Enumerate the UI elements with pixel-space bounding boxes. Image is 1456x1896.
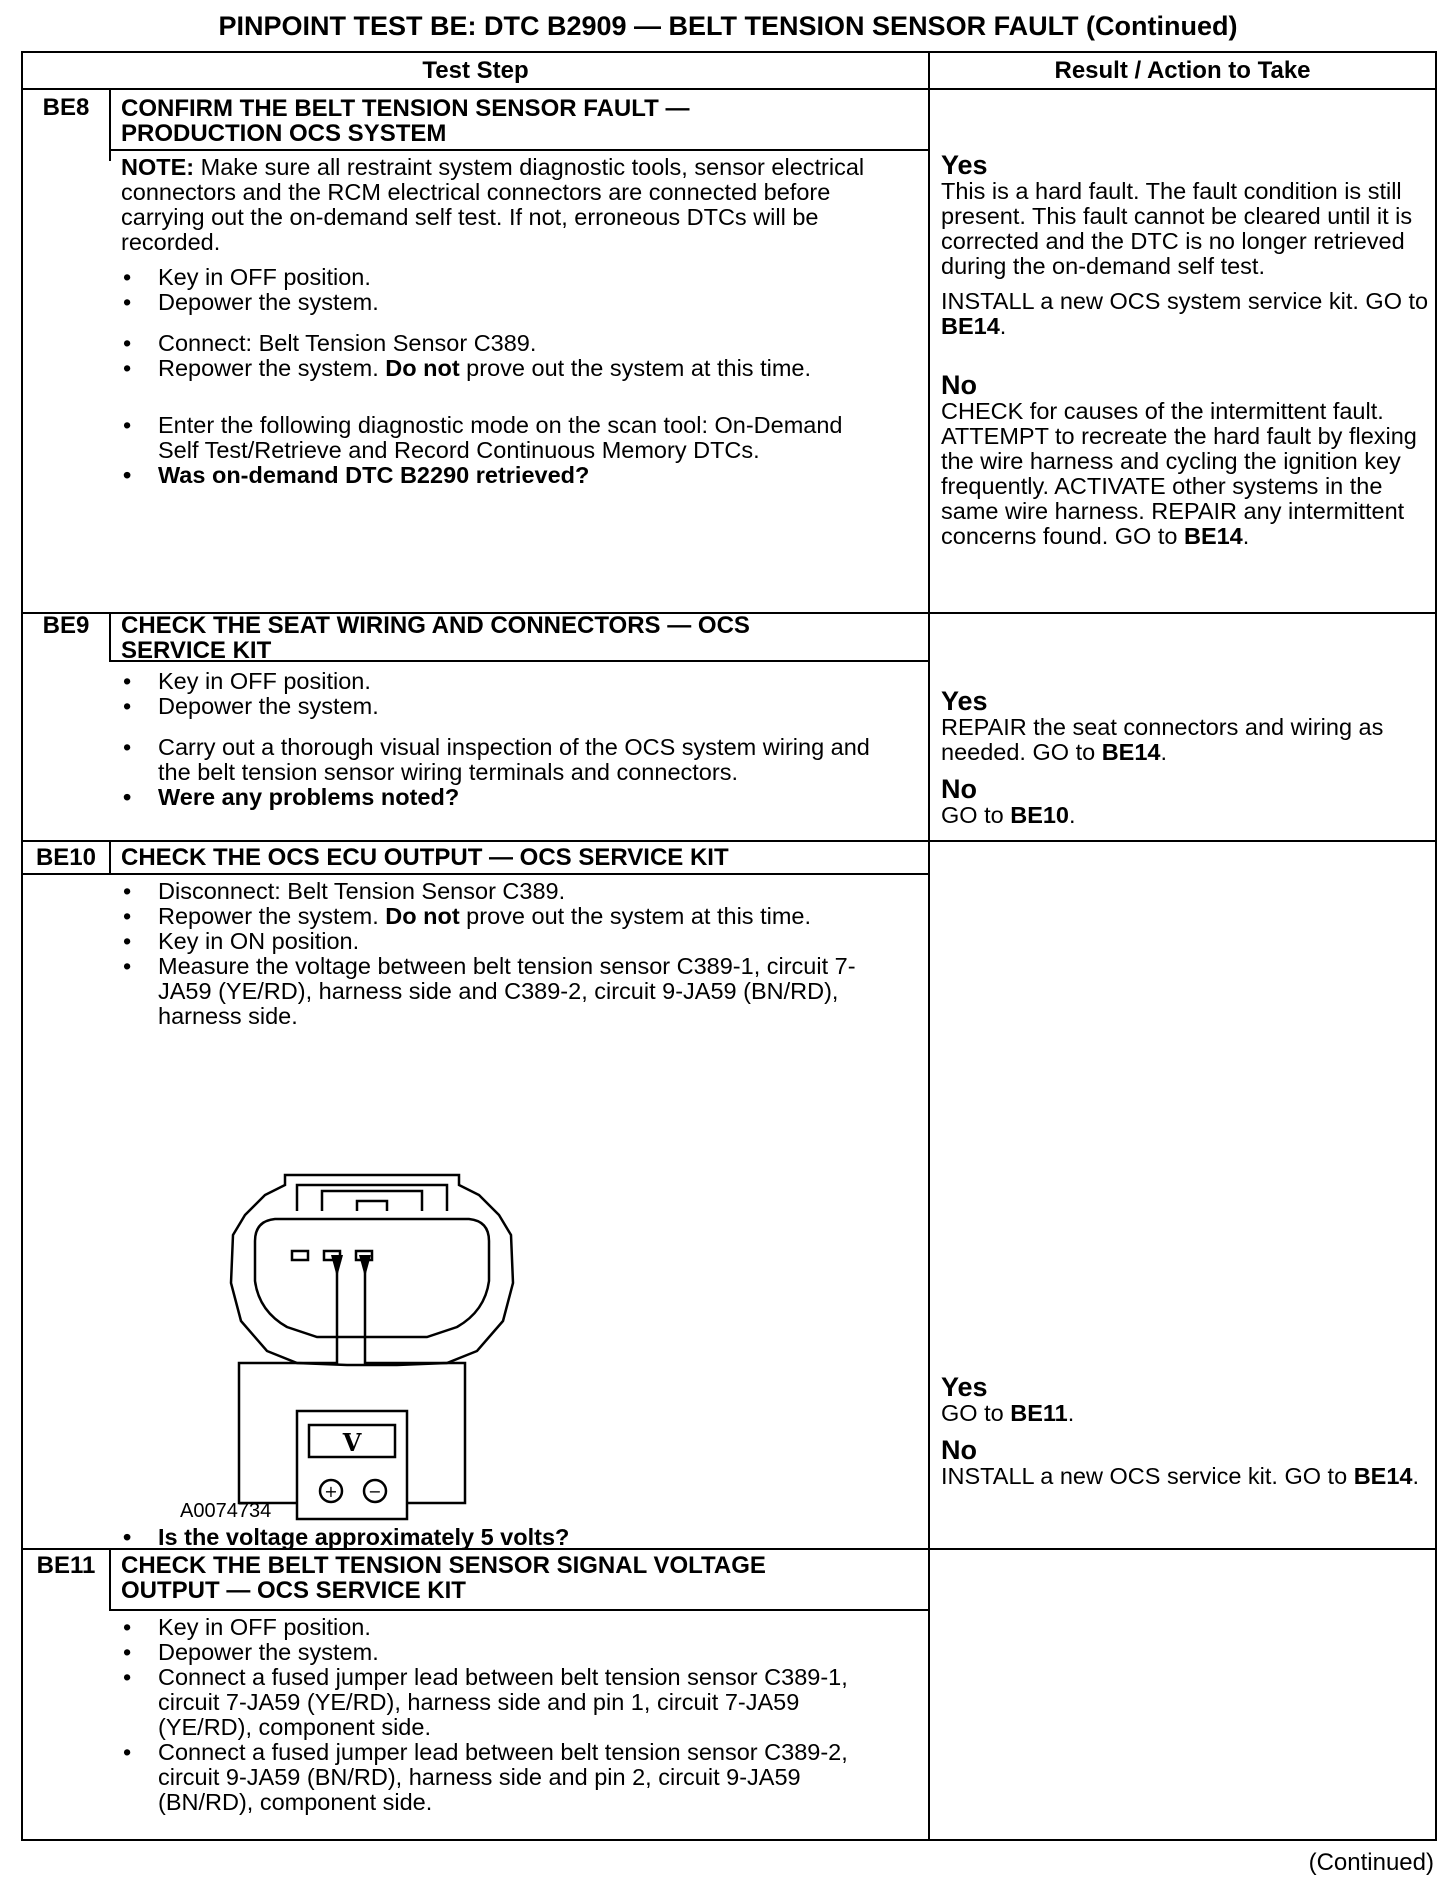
- step-body: [121, 879, 906, 1029]
- title-underline: [23, 873, 928, 875]
- meter-lead: [365, 1265, 465, 1503]
- step-body: [121, 669, 901, 810]
- no-text: CHECK for causes of the intermittent fault. ATTEMPT to recreate the hard fault by flexing the wire harness and cycling the ignition key frequently. ACTIVATE other systems in the same wire harness. REPAIR any intermittent concerns found. GO to BE14.: [941, 398, 1417, 549]
- question: • Were any problems noted?: [121, 785, 901, 810]
- yes-text: GO to BE11.: [941, 1400, 1075, 1426]
- yes-label: Yes: [941, 1372, 988, 1402]
- list-item: • Measure the voltage between belt tension sensor C389-1, circuit 7-JA59 (YE/RD), harness side and C389-2, circuit 9-JA59 (BN/RD), harness side.: [121, 954, 906, 1029]
- list-item: • Key in OFF position.: [121, 1615, 881, 1640]
- id-divider: [109, 1548, 111, 1610]
- list-item: • Key in OFF position.: [121, 265, 881, 290]
- no-label: No: [941, 370, 977, 400]
- minus-sign: −: [368, 1482, 382, 1501]
- voltmeter-symbol: V: [342, 1428, 362, 1457]
- yes-label: Yes: [941, 150, 988, 180]
- step-body: [121, 1615, 881, 1815]
- connector-latch: [297, 1185, 447, 1211]
- step-id: BE11: [36, 1552, 96, 1579]
- connector-latch-tab: [357, 1201, 387, 1211]
- connector-voltage-diagram: [147, 1163, 607, 1523]
- step-body: [121, 1525, 921, 1550]
- title-underline: [109, 149, 928, 151]
- step-id: BE9: [42, 612, 90, 639]
- list-item: • Repower the system. Do not prove out the system at this time.: [121, 356, 881, 381]
- question: • Was on-demand DTC B2290 retrieved?: [121, 463, 881, 488]
- page-title: PINPOINT TEST BE: DTC B2909 — BELT TENSION SENSOR FAULT (Continued): [218, 11, 1238, 41]
- question: • Is the voltage approximately 5 volts?: [121, 1525, 921, 1550]
- no-text: GO to BE10.: [941, 802, 1076, 828]
- list-item: • Repower the system. Do not prove out the system at this time.: [121, 904, 906, 929]
- probe-tip: [359, 1255, 371, 1277]
- probe-tip: [331, 1255, 343, 1277]
- list-item: • Depower the system.: [121, 290, 881, 315]
- yes-text: This is a hard fault. The fault condition is still present. This fault cannot be cleared until it is corrected and the DTC is no longer retrieved during the on-demand self test.: [941, 178, 1413, 279]
- step-title: CHECK THE OCS ECU OUTPUT — OCS SERVICE KIT: [121, 844, 729, 871]
- list-item: • Enter the following diagnostic mode on the scan tool: On-Demand Self Test/Retrieve and Record Continuous Memory DTCs.: [121, 413, 881, 463]
- step-result: [941, 1373, 1429, 1489]
- meter-lead: [239, 1265, 337, 1503]
- list-item: • Connect: Belt Tension Sensor C389.: [121, 331, 881, 356]
- plus-sign: +: [324, 1482, 338, 1501]
- step-title: CHECK THE SEAT WIRING AND CONNECTORS — OCS SERVICE KIT: [121, 612, 750, 664]
- yes-text: REPAIR the seat connectors and wiring as needed. GO to BE14.: [941, 714, 1384, 765]
- note: NOTE: Make sure all restraint system diagnostic tools, sensor electrical connectors and the RCM electrical connectors are connected before carrying out the on-demand self test. If not, erroneous DTCs will be recorded.: [121, 154, 865, 255]
- yes-label: Yes: [941, 686, 988, 716]
- no-text: INSTALL a new OCS service kit. GO to BE14.: [941, 1463, 1420, 1489]
- column-header-result: Result / Action to Take: [1054, 57, 1311, 84]
- step-id: BE8: [42, 94, 90, 121]
- figure-id: A0074734: [180, 1500, 272, 1522]
- test-table: [21, 51, 1437, 1841]
- column-header-step: Test Step: [422, 57, 529, 84]
- id-divider: [109, 613, 111, 661]
- list-item: • Depower the system.: [121, 1640, 881, 1665]
- step-title: CONFIRM THE BELT TENSION SENSOR FAULT — PRODUCTION OCS SYSTEM: [121, 95, 690, 147]
- list-item: • Key in OFF position.: [121, 669, 901, 694]
- list-item: • Connect a fused jumper lead between belt tension sensor C389-1, circuit 7-JA59 (YE/RD), harness side and pin 1, circuit 7-JA59 (YE/RD), component side.: [121, 1665, 881, 1740]
- title-underline: [109, 1609, 928, 1611]
- step-result: [941, 151, 1429, 549]
- list-item: • Key in ON position.: [121, 929, 906, 954]
- connector-face: [255, 1219, 489, 1337]
- column-divider: [928, 53, 930, 1841]
- id-divider: [109, 841, 111, 875]
- list-item: • Connect a fused jumper lead between belt tension sensor C389-2, circuit 9-JA59 (BN/RD), harness side and pin 2, circuit 9-JA59 (BN/RD), component side.: [121, 1740, 881, 1815]
- pin-slot: [292, 1251, 308, 1260]
- list-item: • Carry out a thorough visual inspection of the OCS system wiring and the belt tension sensor wiring terminals and connectors.: [121, 735, 901, 785]
- row-divider: [23, 840, 1435, 842]
- continued-label: (Continued): [1308, 1849, 1434, 1876]
- step-title: CHECK THE BELT TENSION SENSOR SIGNAL VOLTAGE OUTPUT — OCS SERVICE KIT: [121, 1552, 766, 1604]
- no-label: No: [941, 774, 977, 804]
- step-result: [941, 687, 1429, 828]
- step-id: BE10: [35, 844, 97, 871]
- list-item: • Disconnect: Belt Tension Sensor C389.: [121, 879, 906, 904]
- list-item: • Depower the system.: [121, 694, 901, 719]
- yes-action: INSTALL a new OCS system service kit. GO to BE14.: [941, 288, 1429, 339]
- step-body: [121, 155, 881, 488]
- no-label: No: [941, 1435, 977, 1465]
